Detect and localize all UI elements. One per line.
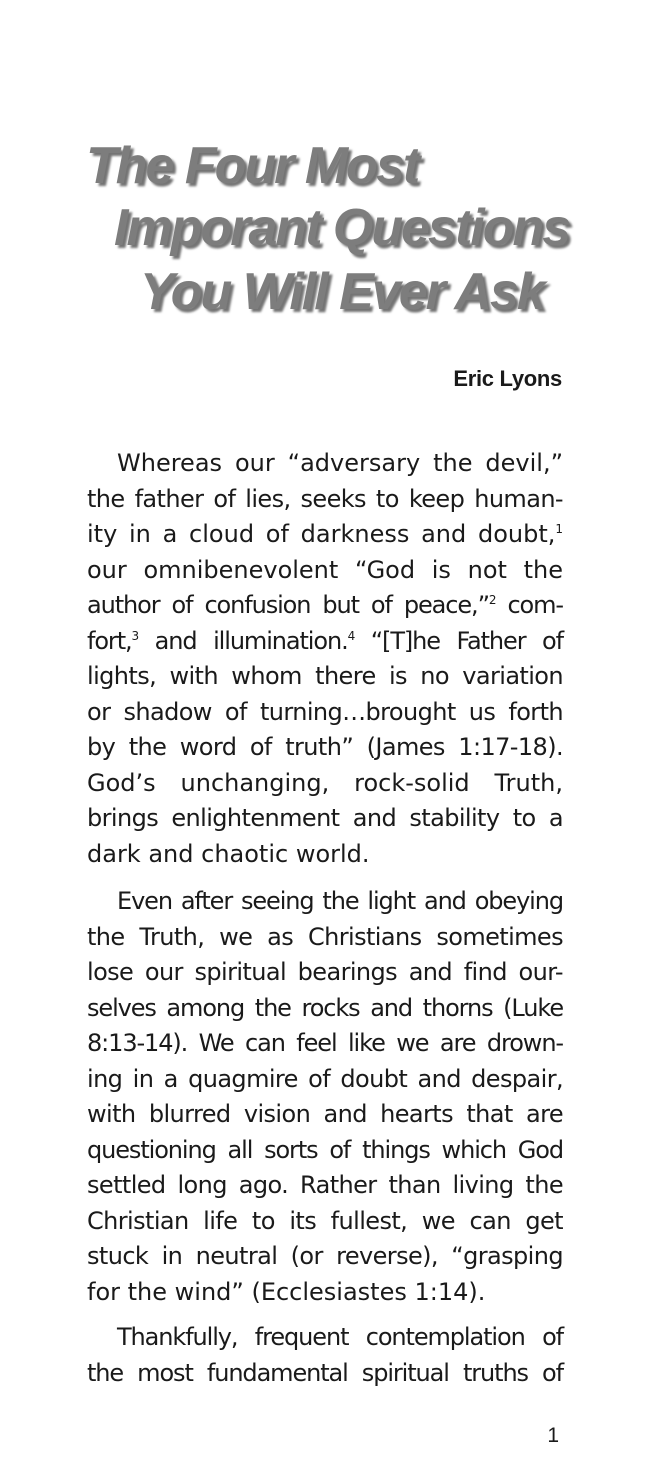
- title-line-3: You Will Ever Ask: [140, 263, 544, 321]
- paragraph-2: [87, 884, 563, 1310]
- paragraph-line: settled long ago. Rather than living the: [87, 1171, 563, 1199]
- footnote-marker: 4: [347, 628, 355, 643]
- paragraph-line: our omnibenevolent “God is not the: [87, 555, 563, 584]
- paragraph-line: brings enlightenment and stability to a: [87, 804, 563, 832]
- page-number: 1: [547, 1424, 559, 1447]
- paragraph-line: [87, 517, 563, 553]
- paragraph-line: 8:13-14). We can feel like we are drown-: [87, 1029, 563, 1057]
- paragraph-line: the Truth, we as Christians sometimes: [87, 922, 563, 951]
- line-text: “[T]he Father of: [354, 626, 563, 655]
- paragraph-line: selves among the rocks and thorns (Luke: [87, 993, 563, 1022]
- paragraph-line: the most fundamental spiritual truths of: [87, 1358, 563, 1387]
- author-name: Eric Lyons: [453, 366, 562, 391]
- paragraph-line: or shadow of turning…brought us forth: [87, 697, 563, 726]
- line-text: and illumination.: [138, 626, 348, 655]
- line-text: fort,: [87, 626, 132, 655]
- line-text: ity in a cloud of darkness and doubt,: [87, 520, 556, 548]
- paragraph-line: stuck in neutral (or reverse), “grasping: [87, 1242, 563, 1270]
- paragraph-line: Thankfully, frequent contemplation of: [117, 1323, 563, 1351]
- footnote-marker: 2: [488, 593, 496, 607]
- line-text: com-: [495, 591, 563, 619]
- title-line-2: Imporant Questions: [114, 199, 570, 257]
- paragraph-line: questioning all sorts of things which God: [87, 1135, 563, 1164]
- paragraph-line: lose our spiritual bearings and find our-: [87, 958, 563, 986]
- paragraph-3: [87, 1320, 563, 1391]
- title-line-1: The Four Most: [86, 137, 419, 195]
- paragraph-line: the father of lies, seeks to keep human-: [87, 484, 563, 513]
- paragraph-1: [87, 446, 563, 872]
- paragraph-line: Christian life to its fullest, we can get: [87, 1206, 563, 1235]
- paragraph-line: lights, with whom there is no variation: [87, 662, 563, 690]
- paragraph-line: [87, 624, 563, 660]
- paragraph-line: ing in a quagmire of doubt and despair,: [87, 1064, 563, 1093]
- paragraph-line: for the wind” (Ecclesiastes 1:14).: [87, 1277, 486, 1306]
- paragraph-line: God’s unchanging, rock-solid Truth,: [87, 768, 563, 797]
- paragraph-line: by the word of truth” (James 1:17-18).: [87, 733, 563, 761]
- footnote-marker: 1: [555, 522, 563, 536]
- line-text: author of confusion but of peace,”: [87, 591, 489, 619]
- footnote-marker: 3: [131, 628, 139, 643]
- paragraph-line: [87, 588, 563, 624]
- paragraph-line: Whereas our “adversary the devil,”: [117, 449, 563, 477]
- paragraph-line: dark and chaotic world.: [87, 839, 370, 868]
- paragraph-line: Even after seeing the light and obeying: [117, 887, 563, 915]
- paragraph-line: with blurred vision and hearts that are: [87, 1100, 563, 1128]
